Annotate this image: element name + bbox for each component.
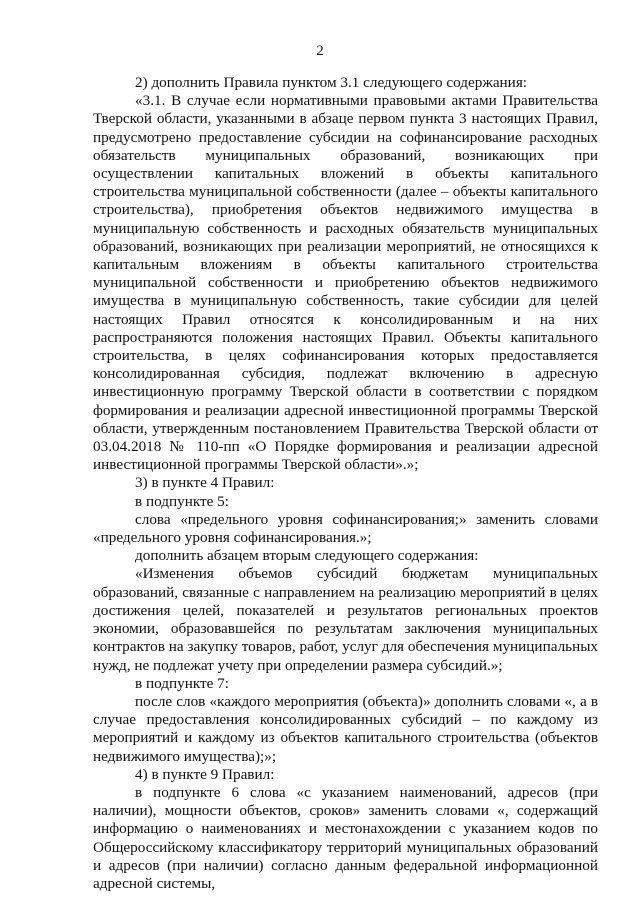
paragraph: в подпункте 7: xyxy=(135,674,229,692)
paragraph: дополнить абзацем вторым следующего содержания: xyxy=(135,547,479,565)
document-body xyxy=(93,74,598,893)
paragraph: 4) в пункте 9 Правил: xyxy=(135,765,275,783)
paragraph: слова «предельного уровня софинансирования;» заменить словами «предельного уровня софинансирования.»; xyxy=(93,510,598,547)
paragraph: в подпункте 6 слова «с указанием наименований, адресов (при наличии), мощности объектов, сроков» заменить словами «, содержащий информацию о наименованиях и местонахождении с указанием кодов по Общероссийскому классификатору территорий муниципальных образований и адресов (при наличии) согласно данным федеральной информационной адресной системы, xyxy=(93,783,598,892)
paragraph: 3) в пункте 4 Правил: xyxy=(135,474,275,492)
paragraph: «Изменения объемов субсидий бюджетам муниципальных образований, связанные с направлением на реализацию мероприятий в целях достижения целей, показателей и результатов региональных проектов экономии, образовавшейся по результатам заключения муниципальных контрактов на закупку товаров, работ, услуг для обеспечения муниципальных нужд, не подлежат учету при определении размера субсидий.»; xyxy=(93,565,598,674)
paragraph: после слов «каждого мероприятия (объекта)» дополнить словами «, а в случае предоставления консолидированных субсидий – по каждому из мероприятий и каждому из объектов капитального строительства (объектов недвижимого имущества);»; xyxy=(93,692,598,765)
page-number: 2 xyxy=(316,43,324,59)
paragraph: 2) дополнить Правила пунктом 3.1 следующего содержания: xyxy=(135,74,528,91)
paragraph: «3.1. В случае если нормативными правовыми актами Правительства Тверской области, указанными в абзаце первом пункта 3 настоящих Правил, предусмотрено предоставление субсидии на софинансирование расходных обязательств муниципальных образований, возникающих при осуществлении капитальных вложений в объекты капитального строительства муниципальной собственности (далее – объекты капитального строительства), приобретения объектов недвижимого имущества в муниципальную собственность и расходных обязательств муниципальных образований, возникающих при реализации мероприятий, не относящихся к капитальным вложениям в объекты капитального строительства муниципальной собственности и приобретению объектов недвижимого имущества в муниципальную собственность, такие субсидии для целей настоящих Правил относятся к консолидированным и на них распространяются положения настоящих Правил. Объекты капитального строительства, в целях софинансирования которых предоставляется консолидированная субсидия, подлежат включению в адресную инвестиционную программу Тверской области в соответствии с порядком формирования и реализации адресной инвестиционной программы Тверской области, утвержденным постановлением Правительства Тверской области от 03.04.2018 № 110-пп «О Порядке формирования и реализации адресной инвестиционной программы Тверской области».»; xyxy=(93,92,598,474)
paragraph: в подпункте 5: xyxy=(135,492,229,510)
